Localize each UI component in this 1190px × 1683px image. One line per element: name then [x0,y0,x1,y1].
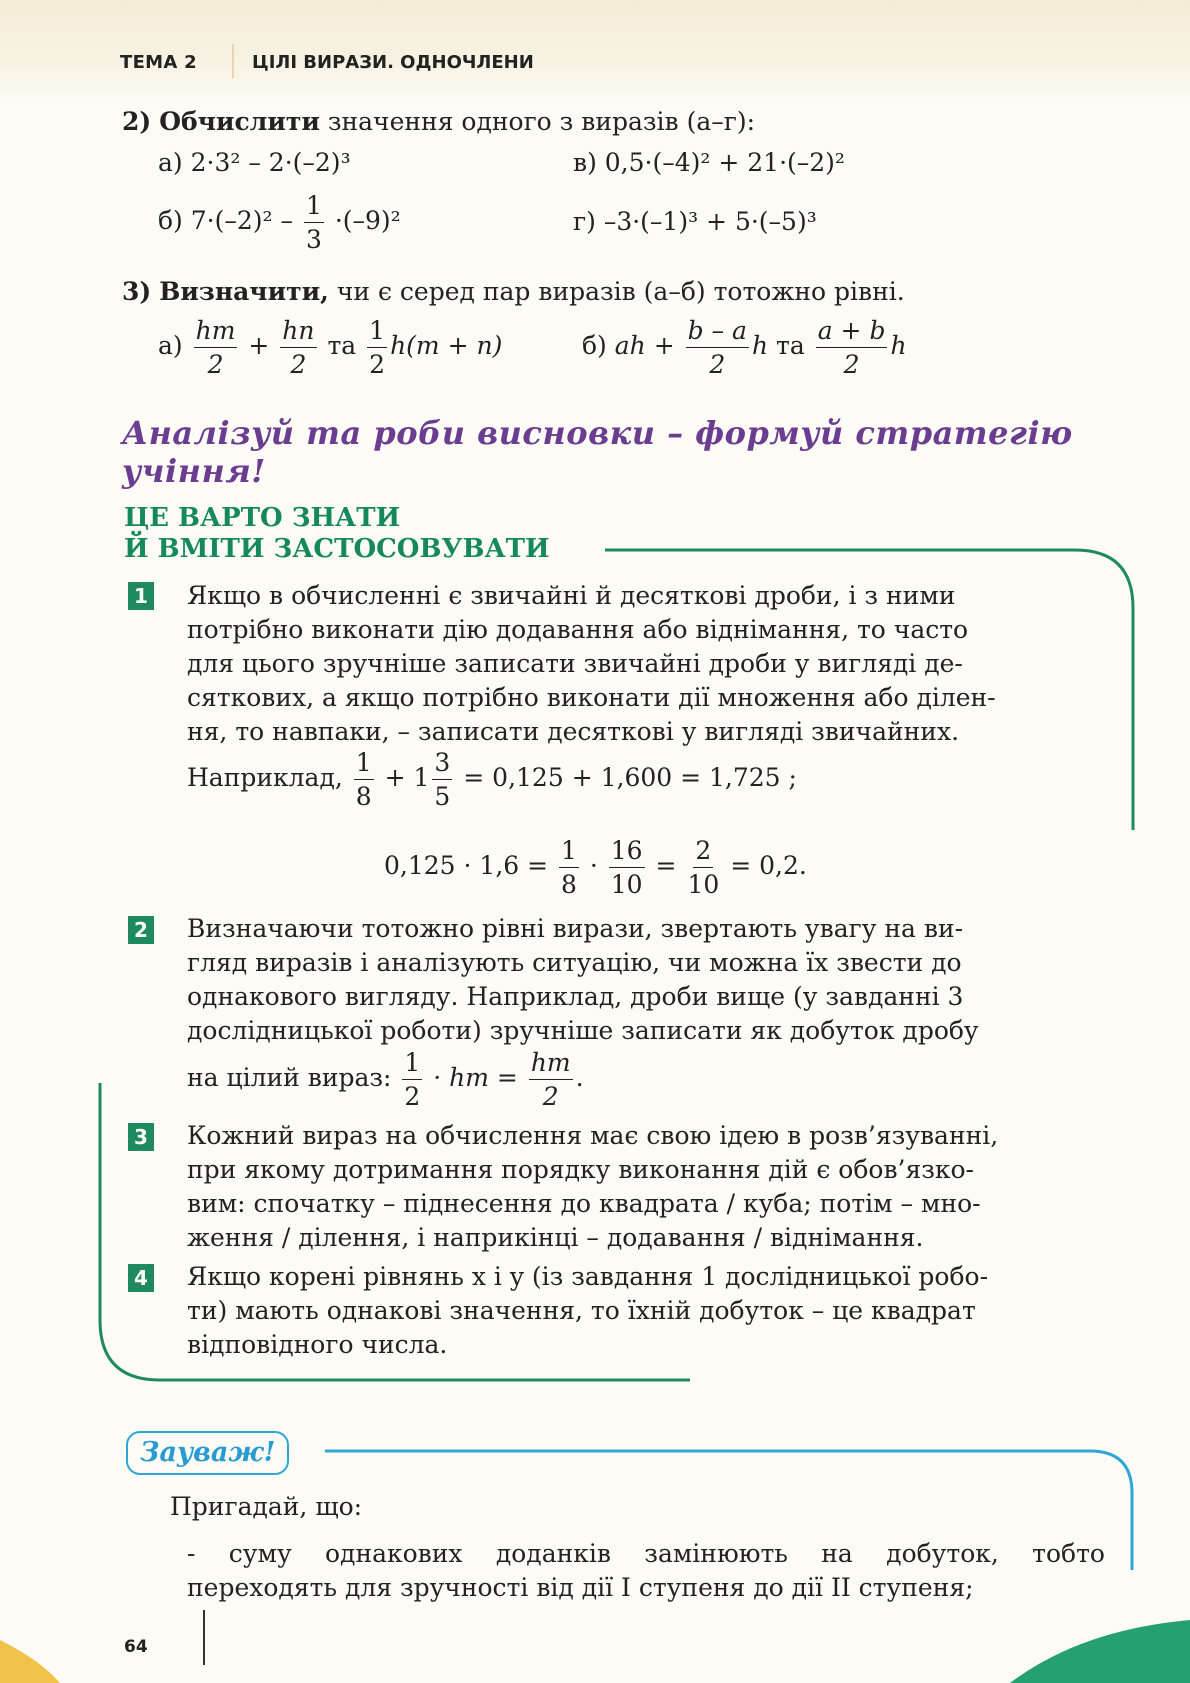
item-1-example-2: 0,125 · 1,6 = $\frac{1}{8}$ · $\frac{16}{10}$ = $\frac{2}{10}$ = 0,2. [384,836,807,899]
item-3-text: Кожний вираз на обчислення має свою ідею в розв’язуванні, при якому дотримання порядку виконання дій є обов’язко- вим: спочатку – піднесення до квадрата / куба; потім – мно- ження / ділення, і наприкінці – додавання / віднімання. [187,1121,999,1252]
task3-b: б) ah + $\frac{b - a}{2}$ h та $\frac{a + b}{2}$ h [582,316,907,379]
page-number: 64 [124,1637,148,1657]
item-2-formula: на цілий вираз: $\frac{1}{2}$ · hm = $\frac{hm}{2}$ . [187,1048,584,1111]
slogan-line-2: учіння! [122,452,266,490]
slogan-line-1: Аналізуй та роби висновки – формуй стратегію [122,414,1073,452]
item-1-number: 1 [128,582,154,610]
note-intro: Пригадай, що: [170,1492,363,1521]
task2-g: г) –3·(–1)³ + 5·(–5)³ [573,207,817,236]
item-1-example-1: Наприклад, $\frac{1}{8}$ + 1 $\frac{3}{5}$ = 0,125 + 1,600 = 1,725 ; [187,748,797,811]
item-2-text: Визначаючи тотожно рівні вирази, звертають увагу на ви- гляд виразів і аналізують ситуацію, чи можна їх звести до однакового вигляду. Наприклад, дроби вище (у завданні 3 дослідницької роботи) зручніше записати як добуток дробу [187,914,979,1045]
task2-b: б) 7·(–2)² – $\frac{1}{3}$ ·(–9)² [158,191,401,254]
know-heading-line-1: ЦЕ ВАРТО ЗНАТИ [124,503,401,533]
item-4-text: Якщо корені рівнянь x і y (із завдання 1 дослідницької робо- ти) мають однакові значення, то їхній добуток – це квадрат відповідного числа. [187,1262,989,1359]
note-title: Зауваж! [126,1431,289,1475]
task2-v: в) 0,5·(–4)² + 21·(–2)² [573,148,845,177]
note-text: - суму однакових доданків замінюють на добуток, тобто переходять для зручності від дії I ступеня до дії II ступеня; [187,1539,1105,1602]
task2-a: а) 2·3² – 2·(–2)³ [158,148,351,177]
item-1-text: Якщо в обчисленні є звичайні й десяткові дроби, і з ними потрібно виконати дію додавання або віднімання, то часто для цього зручніше записати звичайні дроби у вигляді де- сяткових, а якщо потрібно виконати дії множення або ділен- ня, то навпаки, – записати десяткові у вигляді звичайних. [187,581,996,746]
task2-heading: 2) Обчислити значення одного з виразів (а–г): [122,107,755,136]
topic-label: ТЕМА 2 [120,52,198,73]
topic-title: ЦІЛІ ВИРАЗИ. ОДНОЧЛЕНИ [252,52,534,73]
item-3-number: 3 [128,1123,154,1151]
item-4-number: 4 [128,1264,154,1292]
task3-heading: 3) Визначити, чи є серед пар виразів (а–б) тотожно рівні. [122,277,905,306]
know-heading-line-2: Й ВМІТИ ЗАСТОСОВУВАТИ [124,534,550,564]
item-2-number: 2 [128,916,154,944]
task3-a: а) $\frac{hm}{2}$ + $\frac{hn}{2}$ та $\frac{1}{2}$ h(m + n) [158,316,503,379]
